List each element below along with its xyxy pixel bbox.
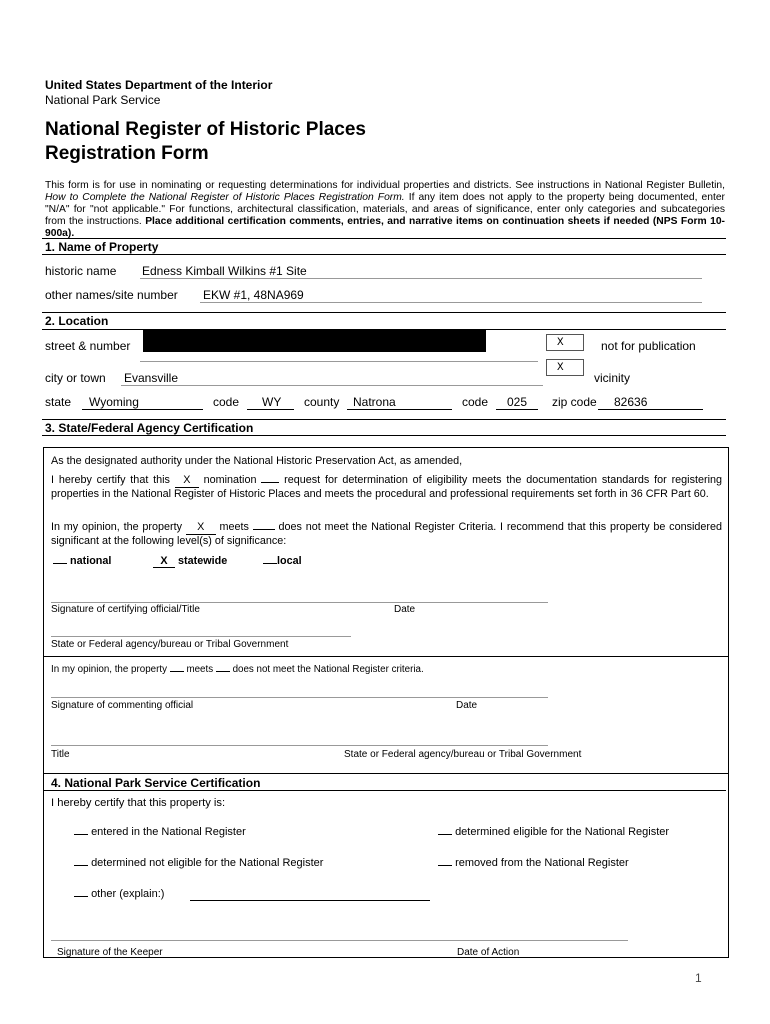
city-value[interactable]: Evansville [124,371,179,385]
statewide-option[interactable]: X statewide [153,555,227,568]
certify-paragraph: I hereby certify that this X nomination request for determination of eligibility meets the documentation standards for registering properties in the National Register of Historic Places and meets the procedural and professional requirements set forth in 36 CFR Part 60. [51,474,722,500]
nps-certify-text: I hereby certify that this property is: [51,797,226,809]
other-names-label: other names/site number [45,288,178,302]
historic-name-label: historic name [45,264,117,278]
request-mark[interactable] [261,482,279,483]
zip-value[interactable]: 82636 [614,395,648,409]
removed-option[interactable]: removed from the National Register [438,857,629,869]
meets-mark[interactable]: X [186,521,216,535]
city-label: city or town [45,371,106,385]
keeper-signature-label: Signature of the Keeper [57,947,163,958]
agency-label-2: State or Federal agency/bureau or Tribal Government [344,749,582,760]
not-for-publication-label: not for publication [601,339,696,353]
date-label-2: Date [456,700,478,711]
service-name: National Park Service [45,93,161,107]
section1-heading: 1. Name of Property [45,240,159,254]
nomination-mark[interactable]: X [175,474,199,488]
street-redaction [143,329,486,352]
form-title-line2: Registration Form [45,143,209,164]
title-label: Title [51,749,70,760]
opinion-paragraph: In my opinion, the property X meets does not meet the National Register Criteria. I recommend that this property be considered significant at the following level(s) of significance: [51,521,722,547]
state-label: state [45,395,72,409]
state-code-value[interactable]: WY [262,395,282,409]
not-eligible-option[interactable]: determined not eligible for the National Register [74,857,323,869]
commenting-signature-label: Signature of commenting official [51,700,194,711]
county-code-value[interactable]: 025 [507,395,528,409]
county-label: county [304,395,340,409]
entered-option[interactable]: entered in the National Register [74,826,246,838]
local-option[interactable]: local [263,555,302,567]
commenting-opinion-text: In my opinion, the property meets does not meet the National Register criteria. [51,664,424,675]
section4-heading: 4. National Park Service Certification [51,776,261,790]
department-name: United States Department of the Interior [45,78,273,92]
not-for-publication-checkbox[interactable]: X [546,334,584,351]
zip-label: zip code [552,395,597,409]
page-number: 1 [695,971,702,985]
not-meets-mark[interactable] [253,529,275,530]
state-value[interactable]: Wyoming [89,395,139,409]
authority-text: As the designated authority under the National Historic Preservation Act, as amended, [51,455,463,467]
other-names-value[interactable]: EKW #1, 48NA969 [203,288,304,302]
agency-label-1: State or Federal agency/bureau or Tribal Government [51,639,289,650]
section2-heading: 2. Location [45,314,109,328]
historic-name-value[interactable]: Edness Kimball Wilkins #1 Site [142,264,307,278]
other-option[interactable]: other (explain:) [74,888,164,900]
date-of-action-label: Date of Action [457,947,520,958]
determined-eligible-option[interactable]: determined eligible for the National Register [438,826,669,838]
vicinity-label: vicinity [594,371,631,385]
certifying-signature-label: Signature of certifying official/Title [51,604,200,615]
county-code-label: code [462,395,489,409]
national-option[interactable]: national [53,555,111,567]
date-label-1: Date [394,604,416,615]
section3-heading: 3. State/Federal Agency Certification [45,421,254,435]
state-code-label: code [213,395,240,409]
county-value[interactable]: Natrona [353,395,396,409]
form-title-line1: National Register of Historic Places [45,119,366,140]
street-label: street & number [45,339,131,353]
vicinity-checkbox[interactable]: X [546,359,584,376]
intro-paragraph: This form is for use in nominating or requesting determinations for individual properties and districts. See instructions in National Register Bulletin, How to Complete the National Register of Historic Places Registration Form. If any item does not apply to the property being documented, enter "N/A" for "not applicable." For functions, architectural classification, materials, and areas of significance, enter only categories and subcategories from the instructions. Place additional certification comments, entries, and narrative items on continuation sheets if needed (NPS Form 10-900a). [45,180,725,239]
